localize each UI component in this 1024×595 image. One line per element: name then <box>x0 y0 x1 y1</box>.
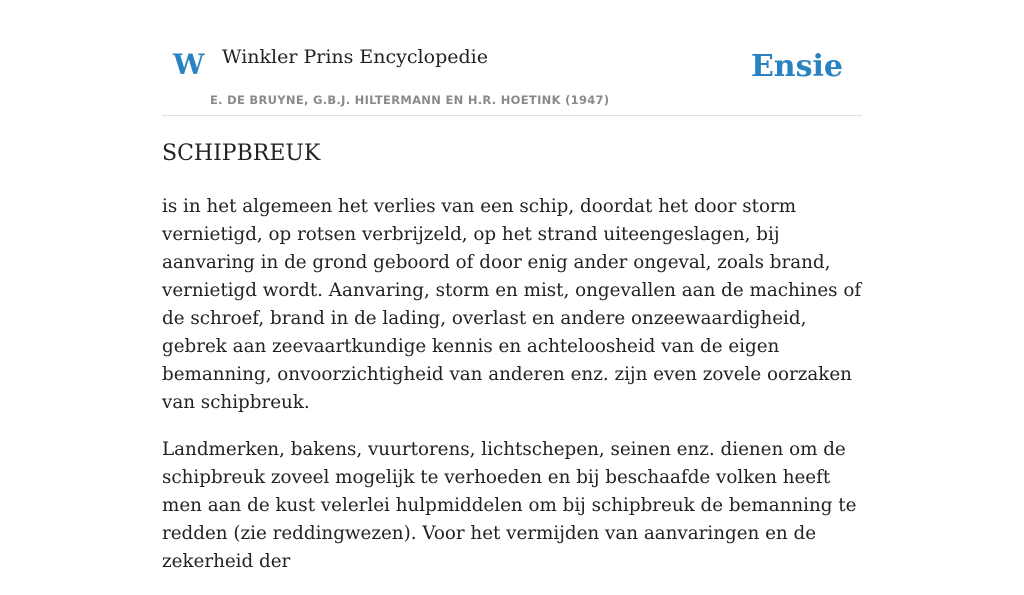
publication-title-link[interactable]: Winkler Prins Encyclopedie <box>222 46 488 68</box>
entry-headword: SCHIPBREUK <box>162 141 321 166</box>
ensie-logo[interactable]: Ensie <box>750 49 843 84</box>
publication-header <box>162 0 862 116</box>
publication-authors: E. DE BRUYNE, G.B.J. HILTERMANN EN H.R. HOETINK (1947) <box>210 93 610 107</box>
entry-body <box>162 193 862 595</box>
page-container <box>162 0 862 572</box>
entry-paragraph: Landmerken, bakens, vuurtorens, lichtschepen, seinen enz. dienen om de schipbreuk zoveel mogelijk te verhoeden en bij beschaafde volken heeft men aan de kust velerlei hulpmiddelen om bij schipbreuk de bemanning te redden (zie reddingwezen). Voor het vermijden van aanvaringen en de zekerheid der <box>162 439 857 572</box>
publication-logo-icon[interactable]: W <box>173 48 205 81</box>
entry-paragraph: is in het algemeen het verlies van een schip, doordat het door storm vernietigd, op rotsen verbrijzeld, op het strand uiteengeslagen, bij aanvaring in de grond geboord of door enig ander ongeval, zoals brand, vernietigd wordt. Aanvaring, storm en mist, ongevallen aan de machines of de schroef, brand in de lading, overlast en andere onzeewaardigheid, gebrek aan zeevaartkundige kennis en achteloosheid van de eigen bemanning, onvoorzichtigheid van anderen enz. zijn even zovele oorzaken van schipbreuk. <box>162 196 862 413</box>
